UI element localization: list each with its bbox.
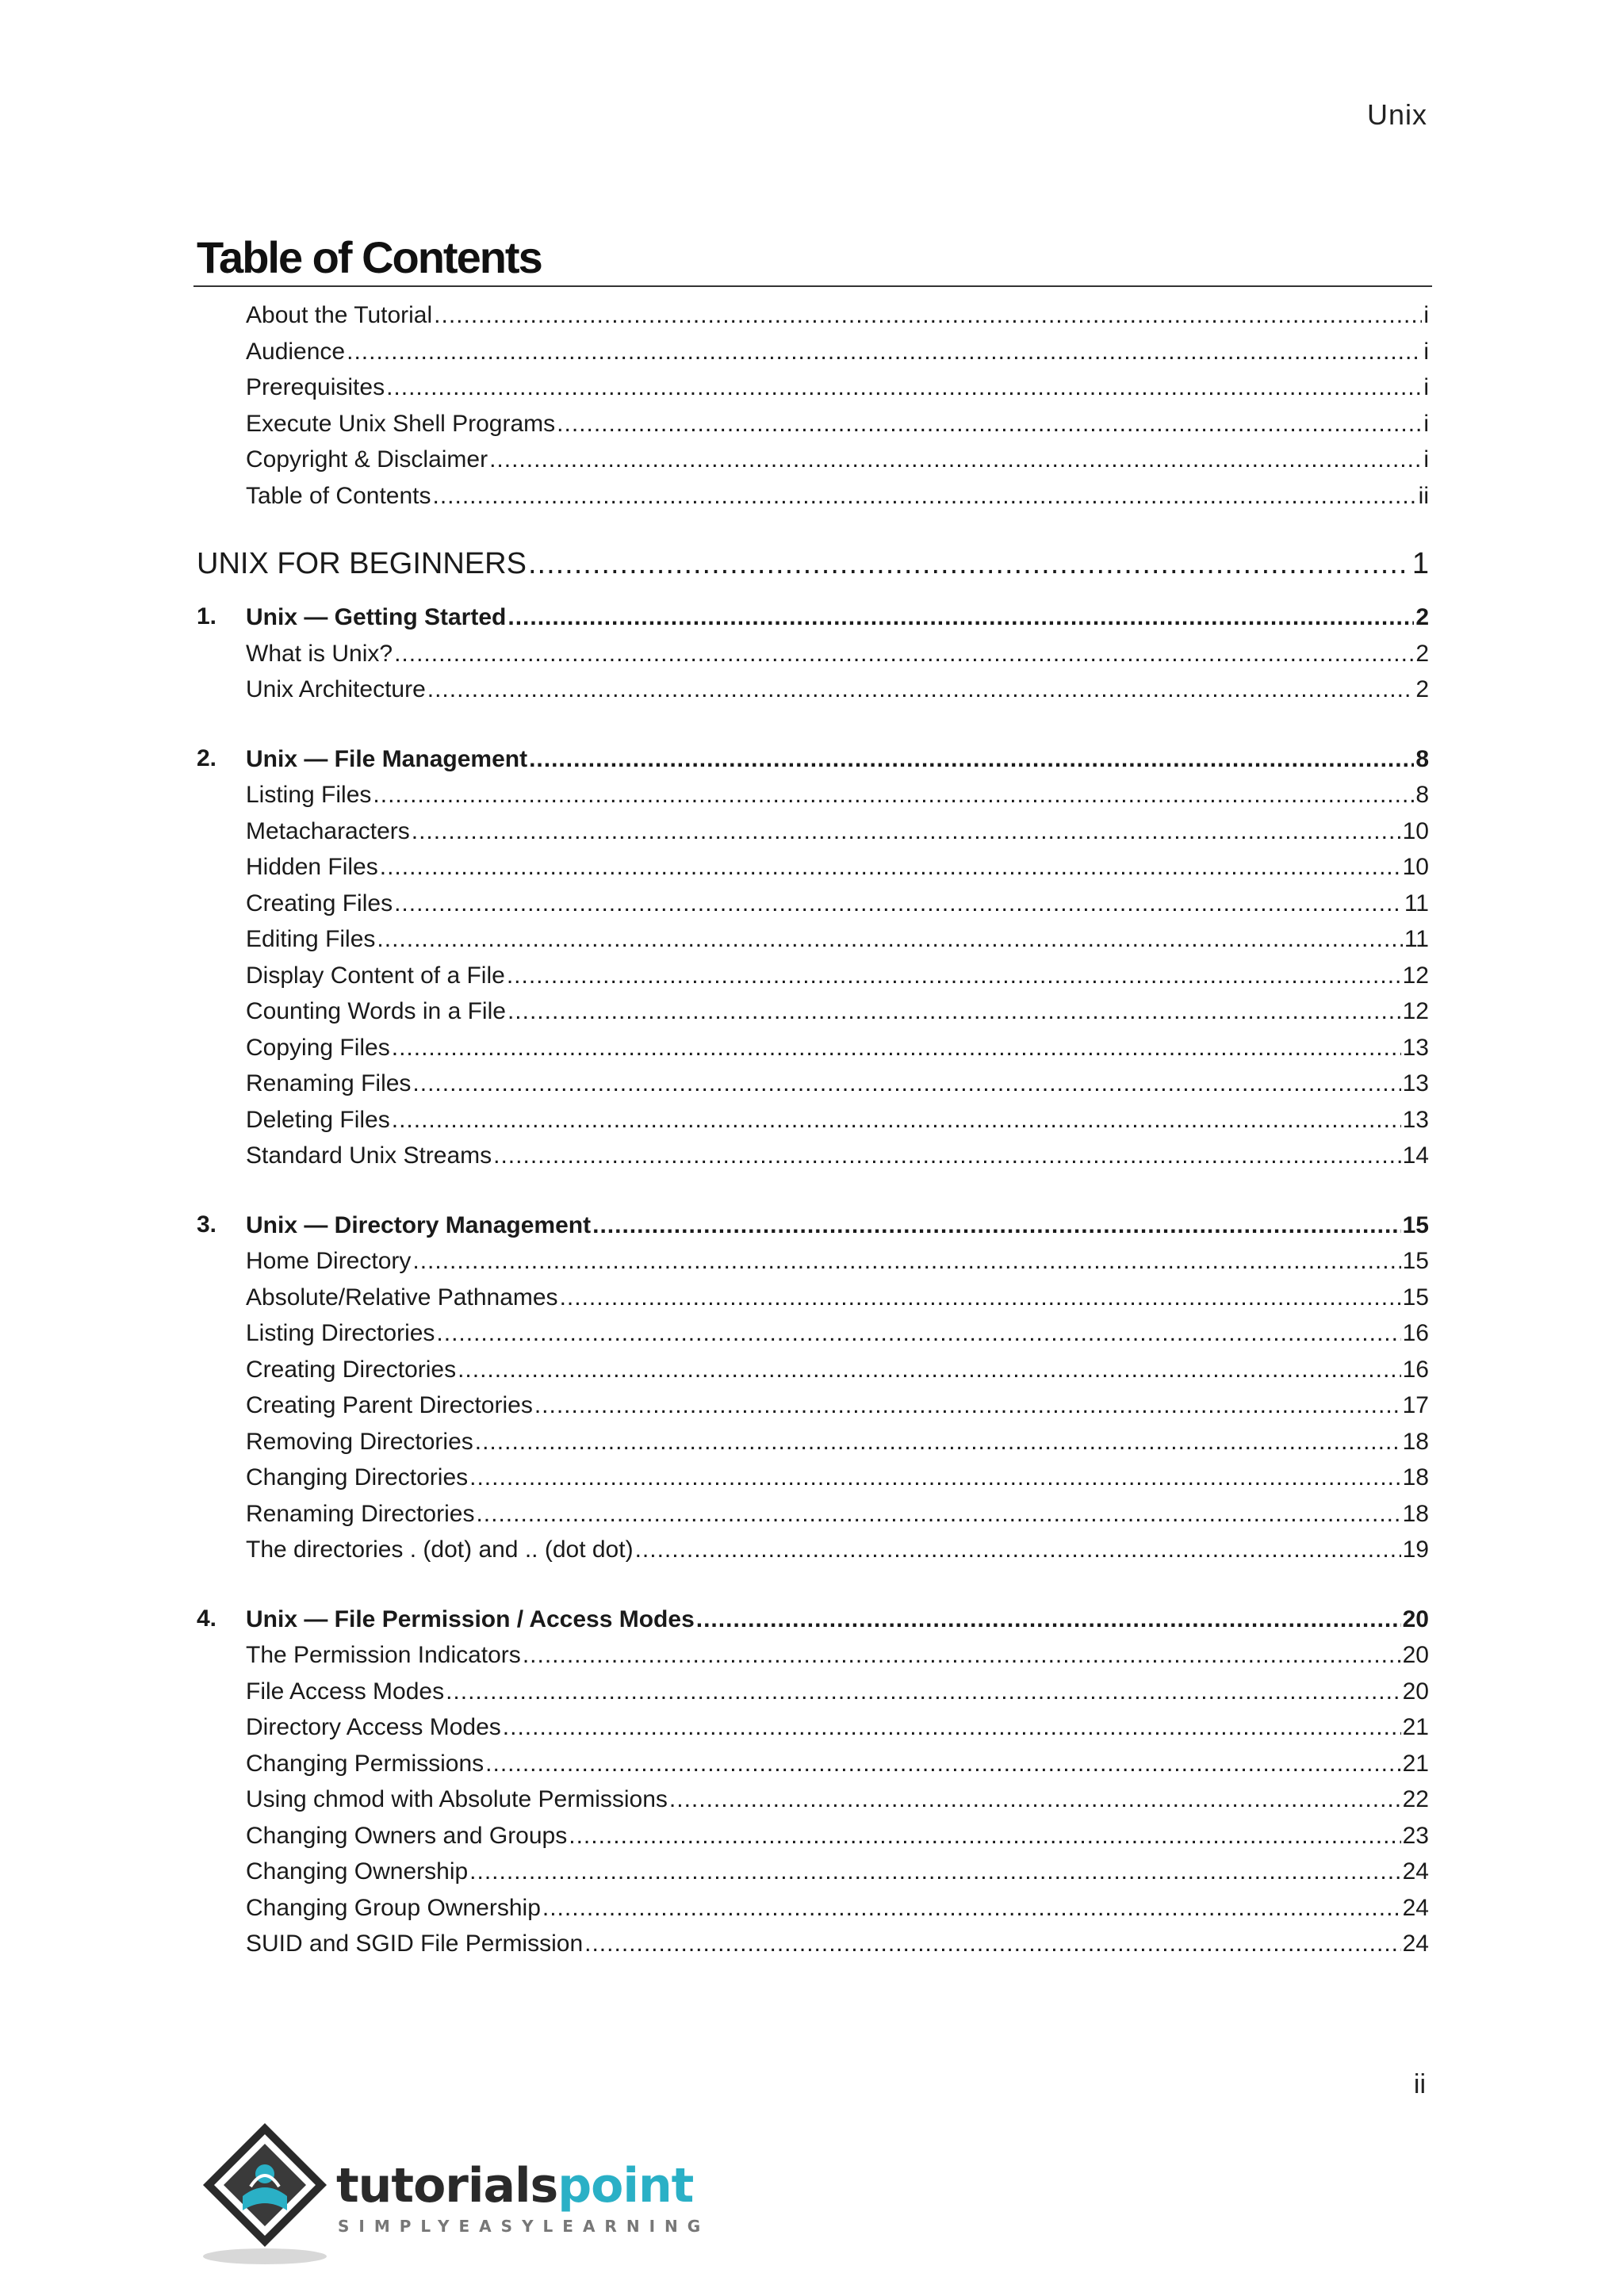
toc-chapter-entry-page: 20 bbox=[1402, 1605, 1429, 1632]
dot-leader bbox=[503, 1713, 1401, 1742]
dot-leader bbox=[493, 1142, 1400, 1170]
toc-entry[interactable] bbox=[246, 1894, 1429, 1923]
toc-chapter-entry-label: Unix — File Permission / Access Modes bbox=[246, 1605, 695, 1632]
toc-entry[interactable] bbox=[246, 1247, 1429, 1276]
toc-entry[interactable] bbox=[246, 1713, 1429, 1742]
toc-entry-label: Prerequisites bbox=[246, 374, 385, 400]
toc-entry-label: Editing Files bbox=[246, 926, 376, 952]
dot-leader bbox=[489, 446, 1422, 474]
logo-wordmark: tutorialspoint bbox=[336, 2158, 694, 2214]
toc-entry-label: Removing Directories bbox=[246, 1428, 473, 1455]
toc-entry-label: Changing Owners and Groups bbox=[246, 1822, 568, 1849]
toc-entry-page: 2 bbox=[1415, 640, 1429, 667]
toc-entry-page: i bbox=[1423, 410, 1429, 437]
dot-leader bbox=[347, 338, 1422, 366]
toc-entry-page: 16 bbox=[1402, 1356, 1429, 1383]
dot-leader bbox=[427, 675, 1415, 704]
dot-leader bbox=[584, 1930, 1400, 1958]
toc-part-entry-label: UNIX FOR BEGINNERS bbox=[197, 547, 527, 580]
toc-entry[interactable] bbox=[246, 1106, 1429, 1135]
dot-leader bbox=[412, 1247, 1400, 1276]
toc-entry-page: 10 bbox=[1402, 854, 1429, 880]
dot-leader bbox=[412, 1070, 1400, 1098]
dot-leader bbox=[469, 1858, 1400, 1886]
toc-entry[interactable] bbox=[246, 1930, 1429, 1958]
toc-entry-label: Home Directory bbox=[246, 1248, 412, 1274]
toc-entry-page: 24 bbox=[1402, 1858, 1429, 1885]
dot-leader bbox=[542, 1894, 1401, 1923]
dot-leader bbox=[394, 890, 1403, 918]
toc-entry-label: Copying Files bbox=[246, 1034, 390, 1061]
toc-chapter-entry-page: 8 bbox=[1415, 745, 1429, 772]
toc-entry-label: Absolute/Relative Pathnames bbox=[246, 1284, 558, 1311]
toc-chapter-entry[interactable] bbox=[246, 1605, 1429, 1634]
toc-entry-page: 2 bbox=[1415, 676, 1429, 702]
toc-entry-label: About the Tutorial bbox=[246, 302, 433, 328]
toc-entry-label: SUID and SGID File Permission bbox=[246, 1931, 584, 1957]
toc-entry-page: 12 bbox=[1402, 998, 1429, 1024]
dot-leader bbox=[635, 1536, 1401, 1564]
toc-entry-page: i bbox=[1423, 338, 1429, 365]
toc-entry-label: Changing Group Ownership bbox=[246, 1894, 541, 1921]
dot-leader bbox=[557, 410, 1422, 438]
dot-leader bbox=[394, 640, 1414, 668]
toc-entry[interactable] bbox=[246, 1284, 1429, 1312]
toc-entry-label: Creating Directories bbox=[246, 1356, 457, 1383]
toc-entry[interactable] bbox=[246, 338, 1429, 366]
toc-chapter-entry-label: Unix — Directory Management bbox=[246, 1211, 592, 1238]
toc-entry-label: Counting Words in a File bbox=[246, 998, 506, 1024]
dot-leader bbox=[534, 1391, 1401, 1420]
toc-entry-label: Listing Files bbox=[246, 782, 372, 808]
toc-entry-page: 13 bbox=[1402, 1034, 1429, 1061]
toc-entry-page: 15 bbox=[1402, 1284, 1429, 1311]
logo-tagline: SIMPLYEASYLEARNING bbox=[338, 2217, 710, 2236]
toc-chapter-entry-page: 2 bbox=[1415, 604, 1429, 630]
toc-chapter-entry[interactable] bbox=[246, 1211, 1429, 1240]
toc-entry-page: 24 bbox=[1402, 1931, 1429, 1957]
dot-leader bbox=[696, 1605, 1401, 1634]
toc-entry-label: Creating Files bbox=[246, 890, 393, 916]
dot-leader bbox=[373, 781, 1414, 809]
toc-entry[interactable] bbox=[246, 1822, 1429, 1850]
toc-entry[interactable] bbox=[246, 1464, 1429, 1492]
toc-entry-label: Changing Directories bbox=[246, 1464, 469, 1490]
toc-entry-page: 12 bbox=[1402, 962, 1429, 989]
toc-entry-label: Directory Access Modes bbox=[246, 1714, 501, 1740]
toc-entry[interactable] bbox=[246, 482, 1429, 511]
chapter-number: 2. bbox=[197, 744, 217, 771]
toc-entry-page: 24 bbox=[1402, 1894, 1429, 1921]
toc-entry-label: The Permission Indicators bbox=[246, 1642, 521, 1668]
toc-entry-label: File Access Modes bbox=[246, 1678, 445, 1705]
page-title: Table of Contents bbox=[197, 232, 542, 282]
dot-leader bbox=[469, 1464, 1400, 1492]
toc-chapter-entry[interactable] bbox=[246, 745, 1429, 774]
toc-entry-page: 16 bbox=[1402, 1320, 1429, 1346]
dot-leader bbox=[392, 1106, 1401, 1135]
toc-entry-page: 11 bbox=[1404, 926, 1429, 952]
toc-entry-label: Table of Contents bbox=[246, 482, 431, 509]
toc-entry-page: 20 bbox=[1402, 1642, 1429, 1668]
dot-leader bbox=[507, 962, 1401, 990]
toc-chapter-entry-label: Unix — Getting Started bbox=[246, 604, 507, 630]
dot-leader bbox=[436, 1319, 1400, 1348]
toc-entry-page: 10 bbox=[1402, 817, 1429, 844]
toc-chapter-entry[interactable] bbox=[246, 603, 1429, 632]
toc-entry-page: 23 bbox=[1402, 1822, 1429, 1849]
toc-entry[interactable] bbox=[246, 1319, 1429, 1348]
toc-entry-page: 18 bbox=[1402, 1428, 1429, 1455]
toc-entry-page: 21 bbox=[1402, 1714, 1429, 1740]
dot-leader bbox=[560, 1284, 1401, 1312]
running-header: Unix bbox=[1366, 98, 1427, 131]
toc-entry[interactable] bbox=[246, 301, 1429, 330]
dot-leader bbox=[485, 1750, 1400, 1778]
toc-entry[interactable] bbox=[246, 1142, 1429, 1170]
toc-entry[interactable] bbox=[246, 1536, 1429, 1564]
toc-entry[interactable] bbox=[246, 1678, 1429, 1706]
toc-entry-label: Deleting Files bbox=[246, 1106, 390, 1133]
toc-part-entry-page: 1 bbox=[1411, 547, 1429, 580]
dot-leader bbox=[475, 1428, 1401, 1456]
toc-entry[interactable] bbox=[246, 640, 1429, 668]
dot-leader bbox=[523, 1641, 1401, 1670]
toc-entry[interactable] bbox=[246, 1750, 1429, 1778]
dot-leader bbox=[392, 1034, 1401, 1062]
dot-leader bbox=[386, 373, 1422, 402]
toc-entry-page: 14 bbox=[1402, 1142, 1429, 1169]
toc-entry-page: 17 bbox=[1402, 1392, 1429, 1418]
dot-leader bbox=[458, 1356, 1401, 1384]
toc-entry-label: Creating Parent Directories bbox=[246, 1392, 533, 1418]
toc-entry-label: Copyright & Disclaimer bbox=[246, 446, 488, 473]
toc-entry-page: 11 bbox=[1404, 890, 1429, 916]
toc-entry[interactable] bbox=[246, 925, 1429, 954]
toc-entry-page: 19 bbox=[1402, 1536, 1429, 1563]
toc-entry-page: 20 bbox=[1402, 1678, 1429, 1705]
logo-diamond-icon bbox=[193, 2117, 336, 2267]
toc-entry[interactable] bbox=[246, 1391, 1429, 1420]
toc-entry-label: Display Content of a File bbox=[246, 962, 505, 989]
toc-entry[interactable] bbox=[246, 1034, 1429, 1062]
tutorialspoint-logo bbox=[193, 2117, 710, 2267]
toc-entry-label: Changing Ownership bbox=[246, 1858, 469, 1885]
toc-entry[interactable] bbox=[246, 1785, 1429, 1814]
dot-leader bbox=[380, 853, 1401, 882]
toc-entry-page: 18 bbox=[1402, 1500, 1429, 1527]
toc-entry-page: ii bbox=[1418, 482, 1429, 509]
toc-entry-page: 15 bbox=[1402, 1248, 1429, 1274]
toc-entry-label: Standard Unix Streams bbox=[246, 1142, 492, 1169]
toc-entry-page: 21 bbox=[1402, 1750, 1429, 1777]
toc-entry[interactable] bbox=[246, 1641, 1429, 1670]
toc-entry[interactable] bbox=[246, 853, 1429, 882]
dot-leader bbox=[476, 1500, 1400, 1529]
toc-entry-label: Audience bbox=[246, 338, 346, 365]
dot-leader bbox=[669, 1785, 1401, 1814]
toc-entry-label: Hidden Files bbox=[246, 854, 378, 880]
toc-entry-page: 13 bbox=[1402, 1106, 1429, 1133]
toc-chapter-entry-label: Unix — File Management bbox=[246, 745, 528, 772]
dot-leader bbox=[434, 301, 1422, 330]
dot-leader bbox=[508, 997, 1401, 1026]
chapter-number: 3. bbox=[197, 1211, 217, 1238]
dot-leader bbox=[432, 482, 1416, 511]
toc-entry-label: What is Unix? bbox=[246, 640, 393, 667]
toc-entry-page: i bbox=[1423, 302, 1429, 328]
toc-entry-page: i bbox=[1423, 374, 1429, 400]
toc-entry[interactable] bbox=[246, 890, 1429, 918]
toc-entry-page: i bbox=[1423, 446, 1429, 473]
dot-leader bbox=[592, 1211, 1401, 1240]
dot-leader bbox=[377, 925, 1402, 954]
toc-entry-label: Listing Directories bbox=[246, 1320, 435, 1346]
toc-entry-label: Metacharacters bbox=[246, 817, 410, 844]
toc-entry[interactable] bbox=[246, 817, 1429, 846]
chapter-number: 1. bbox=[197, 603, 217, 629]
toc-entry[interactable] bbox=[246, 446, 1429, 474]
toc-part-entry[interactable] bbox=[197, 546, 1429, 581]
title-divider bbox=[193, 285, 1432, 287]
toc-entry[interactable] bbox=[246, 781, 1429, 809]
dot-leader bbox=[412, 817, 1401, 846]
toc-entry[interactable] bbox=[246, 373, 1429, 402]
toc-entry[interactable] bbox=[246, 962, 1429, 990]
toc-entry-label: Renaming Directories bbox=[246, 1500, 475, 1527]
dot-leader bbox=[528, 546, 1411, 581]
chapter-number: 4. bbox=[197, 1605, 217, 1632]
toc-chapter-entry-page: 15 bbox=[1402, 1211, 1429, 1238]
toc-entry-page: 13 bbox=[1402, 1070, 1429, 1096]
dot-leader bbox=[569, 1822, 1400, 1850]
toc-entry-page: 18 bbox=[1402, 1464, 1429, 1490]
toc-entry[interactable] bbox=[246, 997, 1429, 1026]
toc-entry[interactable] bbox=[246, 675, 1429, 704]
toc-entry[interactable] bbox=[246, 410, 1429, 438]
toc-entry-label: Renaming Files bbox=[246, 1070, 412, 1096]
toc-entry[interactable] bbox=[246, 1500, 1429, 1529]
toc-entry[interactable] bbox=[246, 1428, 1429, 1456]
toc-entry-label: Using chmod with Absolute Permissions bbox=[246, 1786, 668, 1812]
toc-entry-label: The directories . (dot) and .. (dot dot) bbox=[246, 1536, 634, 1563]
page-number: ii bbox=[1413, 2069, 1426, 2099]
dot-leader bbox=[508, 603, 1414, 632]
dot-leader bbox=[529, 745, 1414, 774]
toc-entry[interactable] bbox=[246, 1356, 1429, 1384]
toc-entry-page: 8 bbox=[1415, 782, 1429, 808]
toc-entry-label: Changing Permissions bbox=[246, 1750, 485, 1777]
toc-entry-label: Unix Architecture bbox=[246, 676, 426, 702]
toc-entry-label: Execute Unix Shell Programs bbox=[246, 410, 556, 437]
dot-leader bbox=[446, 1678, 1401, 1706]
toc-entry[interactable] bbox=[246, 1070, 1429, 1098]
toc-entry-page: 22 bbox=[1402, 1786, 1429, 1812]
toc-entry[interactable] bbox=[246, 1858, 1429, 1886]
